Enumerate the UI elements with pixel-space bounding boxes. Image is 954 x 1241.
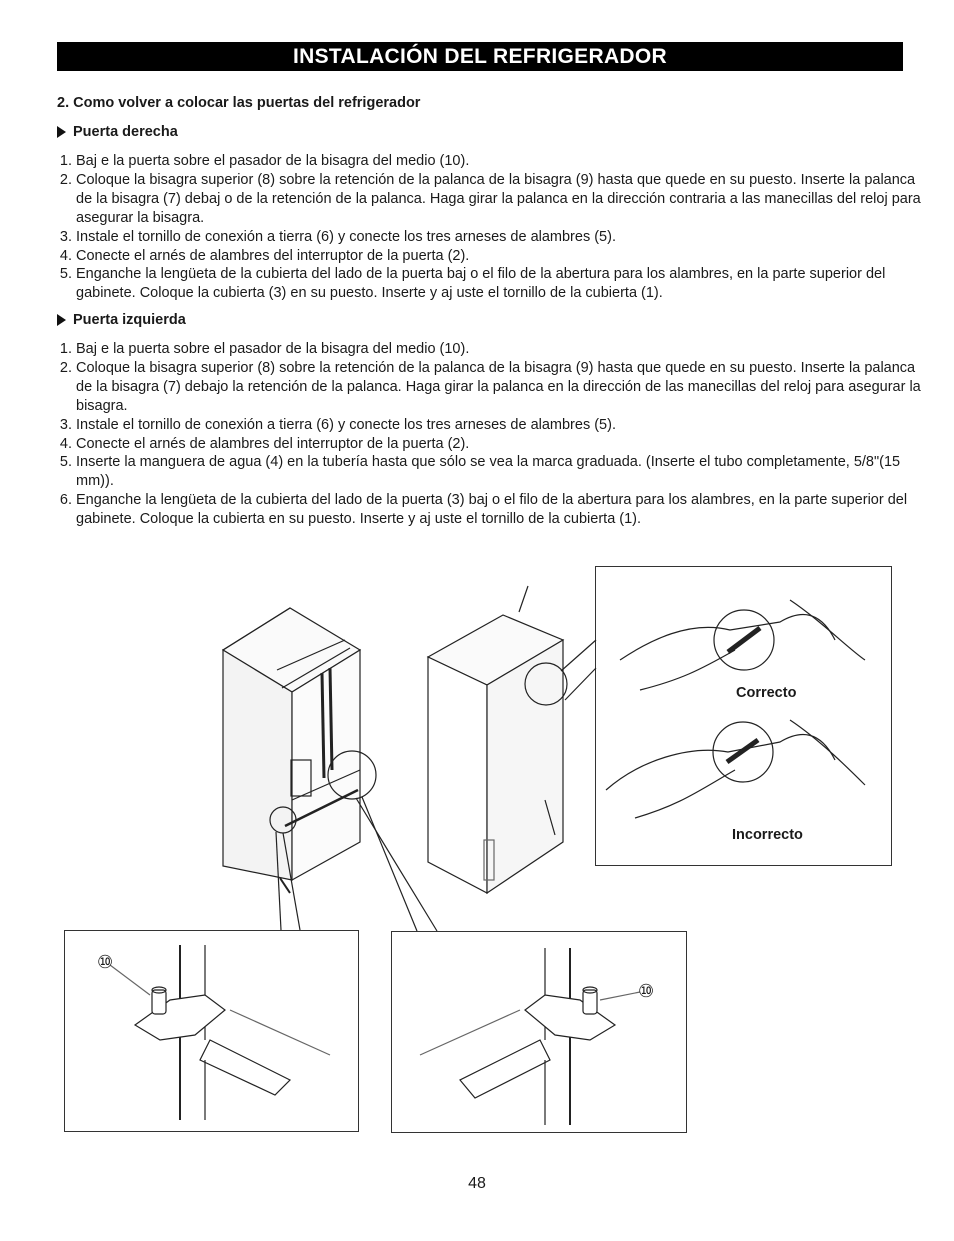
list-item: 1. Baj e la puerta sobre el pasador de la bisagra del medio (10). <box>76 340 926 359</box>
left-hinge-detail-icon <box>110 945 330 1120</box>
list-item: 6. Enganche la lengüeta de la cubierta del lado de la puerta (3) baj o el filo de la abertura para los alambres, en la parte superior del gabinete. Coloque la cubierta en su puesto. Inserte y aj uste el tornillo de la cubierta (1). <box>76 491 926 529</box>
hose-incorrect-icon <box>606 720 865 818</box>
list-item: 3. Instale el tornillo de conexión a tierra (6) y conecte los tres arneses de alambres (5). <box>76 228 926 247</box>
list-item: 2. Coloque la bisagra superior (8) sobre la retención de la palanca de la bisagra (9) hasta que quede en su puesto. Inserte la palanca de la bisagra (7) debajo la retención de la palanca. Haga girar la palanca en la dirección de las manecillas del reloj para asegurar la bisagra. <box>76 359 926 416</box>
list-item: 3. Instale el tornillo de conexión a tierra (6) y conecte los tres arneses de alambres (5). <box>76 416 926 435</box>
list-item: 5. Enganche la lengüeta de la cubierta del lado de la puerta baj o el filo de la abertura para los alambres, en la parte superior del gabinete. Coloque la cubierta (3) en su puesto. Inserte y aj uste el tornillo de la cubierta (1). <box>76 265 926 303</box>
fridge-front-icon <box>223 608 437 931</box>
list-item: 4. Conecte el arnés de alambres del interruptor de la puerta (2). <box>76 247 926 266</box>
page-number: 48 <box>468 1175 486 1192</box>
label-incorrect: Incorrecto <box>732 827 803 843</box>
label-correct: Correcto <box>736 685 797 701</box>
fridge-rear-icon <box>428 586 596 893</box>
callout-10-left: ⑩ <box>97 952 114 972</box>
list-item: 1. Baj e la puerta sobre el pasador de la bisagra del medio (10). <box>76 152 926 171</box>
left-door-heading-text: Puerta izquierda <box>73 312 186 328</box>
list-item: 5. Inserte la manguera de agua (4) en la tubería hasta que sólo se vea la marca graduada. (Inserte el tubo completamente, 5/8"(15 mm)). <box>76 453 926 491</box>
right-hinge-detail-icon <box>420 948 640 1125</box>
section-title: 2. Como volver a colocar las puertas del refrigerador <box>57 95 421 111</box>
callout-10-right: ⑩ <box>638 981 655 1001</box>
section-banner: INSTALACIÓN DEL REFRIGERADOR <box>57 42 903 71</box>
list-item: 4. Conecte el arnés de alambres del interruptor de la puerta (2). <box>76 435 926 454</box>
right-door-heading-text: Puerta derecha <box>73 124 178 140</box>
hose-correct-icon <box>620 600 865 690</box>
list-item: 2. Coloque la bisagra superior (8) sobre la retención de la palanca de la bisagra (9) hasta que quede en su puesto. Inserte la palanca de la bisagra (7) debaj o de la retención de la palanca. Haga girar la palanca en la dirección contraria a las manecillas del reloj para asegurar la bisagra. <box>76 171 926 228</box>
